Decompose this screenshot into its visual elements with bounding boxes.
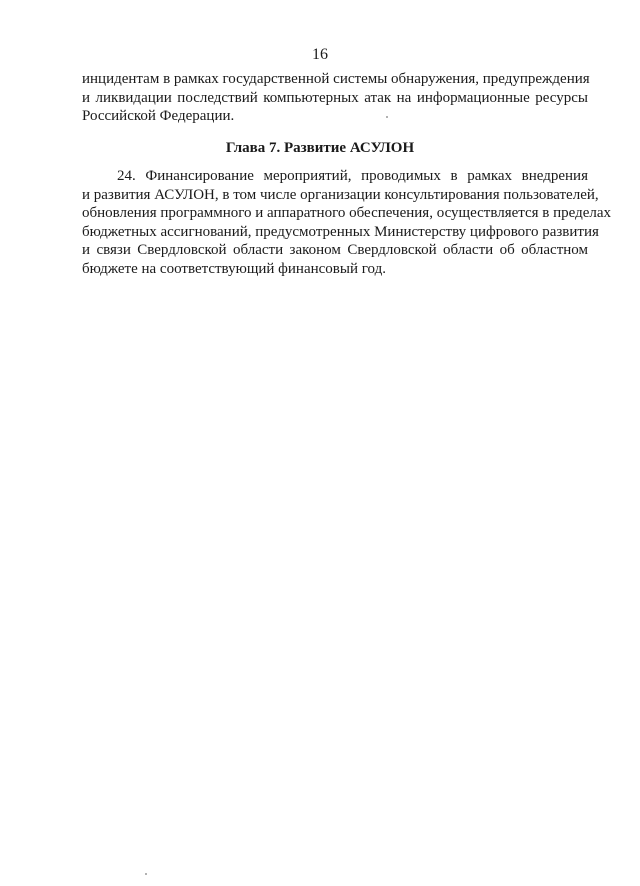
chapter-heading: Глава 7. Развитие АСУЛОН <box>225 140 415 156</box>
text-line: бюджетных ассигнований, предусмотренных Министерству цифрового развития <box>82 223 599 240</box>
continuation-paragraph <box>82 70 588 126</box>
text-line: и связи Свердловской области законом Свердловской области об областном <box>82 242 588 258</box>
text-line: инцидентам в рамках государственной системы обнаружения, предупреждения <box>82 71 590 87</box>
scan-speck <box>145 873 147 875</box>
text-line: 24. Финансирование мероприятий, проводимых в рамках внедрения <box>117 168 588 184</box>
text-line: Российской Федерации. <box>82 108 235 124</box>
text-line: и развития АСУЛОН, в том числе организации консультирования пользователей, <box>82 186 599 203</box>
text-line: бюджете на соответствующий финансовый год. <box>82 260 386 277</box>
text-line: и ликвидации последствий компьютерных атак на информационные ресурсы <box>82 89 588 106</box>
scan-speck <box>386 116 388 118</box>
text-line: обновления программного и аппаратного обеспечения, осуществляется в пределах <box>82 205 612 221</box>
page-number: 16 <box>312 46 328 63</box>
paragraph-24 <box>82 167 612 278</box>
